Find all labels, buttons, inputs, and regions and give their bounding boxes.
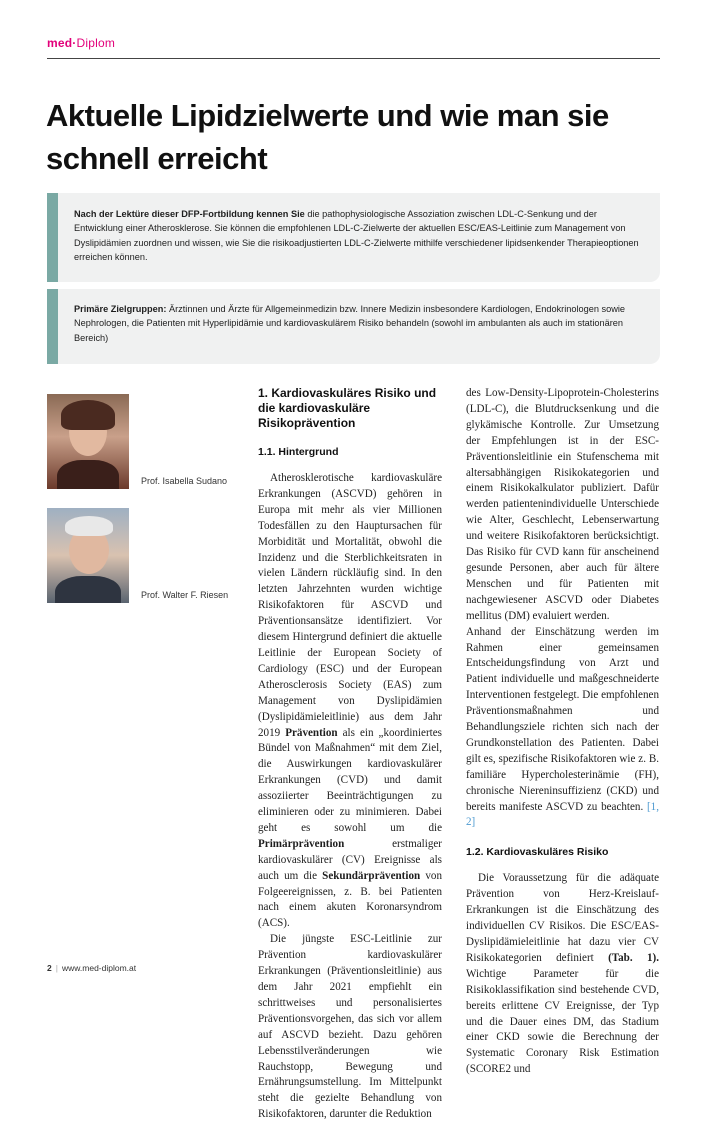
author-photo	[47, 394, 129, 489]
learning-goals-lead: Nach der Lektüre dieser DFP-Fortbildung kennen Sie	[74, 209, 305, 219]
author-2	[47, 508, 129, 603]
author-1	[47, 394, 129, 489]
learning-goals-text: die pathophysiologische Assoziation zwischen LDL-C-Senkung und der Entwicklung einer Atherosklerose. Sie können die empfohlenen LDL-C-Zielwerte der aktuellen ESC/EAS-Leitlinie zum Management von Dyslipidämien zuordnen und wissen, wie Sie die risikoadjustierten LDL-C-Zielwerte mithilfe verschiedener lipidsenkender Therapieoptionen erreichen können.	[74, 209, 639, 262]
target-groups-lead: Primäre Zielgruppen:	[74, 304, 167, 314]
target-groups-box	[47, 289, 660, 364]
learning-goals-box	[47, 193, 660, 282]
page-header	[47, 36, 660, 59]
text-column-2	[466, 386, 659, 1078]
section-heading: 1. Kardiovaskuläres Risiko und die kardiovaskuläre Risikoprävention	[258, 386, 437, 430]
target-groups-text: Ärztinnen und Ärzte für Allgemeinmedizin bzw. Innere Medizin insbesondere Kardiologen, Endokrinologen sowie Nephrologen, die Patienten mit Hyperlipidämie und kardiovaskulärem Risiko behandeln (sowohl im ambulanten als auch im stationären Bereich)	[74, 304, 626, 343]
subsection-heading: 1.2. Kardiovaskuläres Risiko	[466, 846, 609, 859]
author-caption: Prof. Isabella Sudano	[141, 476, 228, 486]
article-title: Aktuelle Lipidzielwerte und wie man sie schnell erreicht	[46, 98, 609, 176]
text-column-1	[258, 386, 442, 1123]
paragraph: des Low-Density-Lipoprotein-Cholesterins (LDL-C), die Blutdrucksenkung und die glykämische Kontrolle. Zur Umsetzung der Empfehlungen ist in der ESC-Präventionsleitlinie ein Stufenschema mit altersabhängigen Risikokategorien und einem Risikokalkulator publiziert. Dafür werden patientenindividuelle Unterschiede wie Alter, Geschlecht, Lebenserwartung und weitere Risikofaktoren berücksichtigt. Das Risiko für CVD kann für anscheinend gesunde Personen, aber auch für ältere Menschen und für Patienten mit nachgewiesener ASCVD oder Diabetes mellitus (DM) evaluiert werden.	[466, 387, 659, 622]
paragraph: Die jüngste ESC-Leitlinie zur Prävention kardiovaskulärer Erkrankungen (Präventionsleitlinie) aus dem Jahr 2021 empfiehlt ein schrittweises und personalisiertes Präventionsvorgehen, das sich vor allem auf ASCVD bezieht. Dazu gehören Lebensstilveränderungen wie Rauchstopp, Bewegung und Ernährungsumstellung. Im Mittelpunkt steht die gezielte Behandlung von Risikofaktoren, darunter die Reduktion	[258, 933, 442, 1121]
page-footer: 2 | www.med-diplom.at	[47, 963, 137, 973]
paragraph: Anhand der Einschätzung werden im Rahmen einer gemeinsamen Entscheidungsfindung von Arzt und Patient individuelle und maßgeschneiderte Interventionen festgelegt. Die empfohlenen Präventionsmaßnahmen und Behandlungsziele richten sich nach der Grundkonstellation des Patienten. Dabei gilt es, spezifische Risikofaktoren wie z. B. familiäre Hypercholesterinämie (FH), chronische Niereninsuffizienz (CKD) und bereits manifeste ASCVD zu beachten. [1, 2]	[466, 625, 659, 829]
page-number: 2	[47, 963, 52, 973]
footer-url[interactable]: www.med-diplom.at	[61, 963, 137, 973]
subsection-heading: 1.1. Hintergrund	[258, 446, 339, 458]
author-caption: Prof. Walter F. Riesen	[141, 590, 229, 600]
reference-link[interactable]: [1, 2]	[466, 800, 659, 829]
author-photo	[47, 508, 129, 603]
paragraph: Die Voraussetzung für die adäquate Prävention von Herz-Kreislauf-Erkrankungen ist die Einschätzung des individuellen CV Risikos. Die ESC/EAS-Dyslipidämieleitlinie hat dazu vier CV Risikokategorien definiert (Tab. 1). Wichtige Parameter für die Risikoklassifikation sind bestehende CVD, bereits erlittene CV Ereignisse, der Typ und die Dauer eines DM, das Stadium einer CKD sowie die Berechnung der Systematic Coronary Risk Estimation (SCORE2 und	[466, 872, 659, 1076]
paragraph: Atherosklerotische kardiovaskuläre Erkrankungen (ASCVD) gehören in Europa mit mehr als vier Millionen Todesfällen zu den Hauptursachen für Morbidität und Mortalität, obwohl die Inzidenz und die Sterblichkeitsraten in vielen Ländern rückläufig sind. In den letzten Jahrzehnten wurden wichtige Risikofaktoren für ASCVD und Präventionsansätze identifiziert. Vor diesem Hintergrund definiert die aktuelle Leitlinie der European Society of Cardiology (ESC) und der European Atherosclerosis Society (EAS) zum Management von Dyslipidämien (Dyslipidämieleitlinie) aus dem Jahr 2019 Prävention als ein „koordiniertes Bündel von Maßnahmen“ mit dem Ziel, die Auswirkungen kardiovaskulärer Erkrankungen (CVD) und damit assoziierter Beeinträchtigungen zu eliminieren oder zu minimieren. Dabei geht es sowohl um die Primärprävention erstmaliger kardiovaskulärer (CV) Ereignisse als auch um die Sekundärprävention von Folgeereignissen, z. B. bei Patienten nach einem akuten Koronarsyndrom (ACS).	[258, 472, 443, 930]
brand-logo: med·Diplom	[47, 36, 116, 50]
